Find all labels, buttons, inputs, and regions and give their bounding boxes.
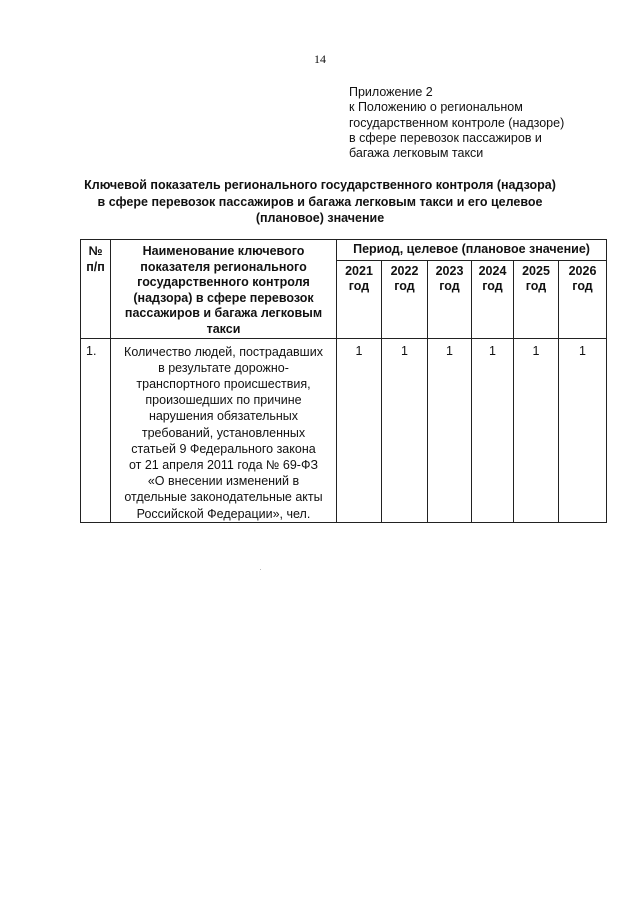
indicator-table: [80, 239, 607, 523]
year-label: 2023: [435, 263, 464, 278]
row-name-line: произошедших по причине: [145, 393, 302, 408]
row-name-line: «О внесении изменений в: [147, 474, 300, 489]
appendix-line: багажа легковым такси: [349, 146, 484, 161]
value-cell-2023: 1: [428, 338, 472, 522]
header-num-line: п/п: [86, 259, 105, 274]
document-title: [40, 177, 600, 227]
table-row: [81, 338, 607, 522]
year-label: 2021: [345, 263, 373, 278]
row-name-cell: [111, 338, 337, 522]
year-cell: [382, 260, 428, 338]
scan-speck: [260, 569, 261, 570]
row-name-line: в результате дорожно-: [158, 360, 289, 375]
year-label: 2025: [522, 263, 550, 278]
header-name-line: государственного контроля: [137, 275, 310, 289]
year-label: 2022: [390, 263, 419, 278]
year-cell: [337, 260, 382, 338]
year-unit: год: [482, 279, 503, 293]
title-line: в сфере перевозок пассажиров и багажа легковым такси и его целевое: [97, 194, 543, 209]
value-cell-2026: 1: [559, 338, 607, 522]
row-name-line: Российской Федерации», чел.: [136, 506, 311, 521]
row-name-line: транспортного происшествия,: [136, 376, 311, 391]
year-cell: [559, 260, 607, 338]
row-name-line: Количество людей, пострадавших: [124, 344, 323, 359]
year-unit: год: [394, 279, 415, 293]
header-period-cell: Период, целевое (плановое значение): [337, 240, 607, 261]
title-line: Ключевой показатель регионального государственного контроля (надзора): [84, 178, 556, 192]
year-unit: год: [439, 279, 460, 293]
title-line: (плановое) значение: [255, 211, 385, 225]
value-cell-2024: 1: [472, 338, 514, 522]
header-name-line: (надзора) в сфере перевозок: [133, 290, 314, 305]
header-name-cell: [111, 240, 337, 339]
row-name-line: отдельные законодательные акты: [124, 490, 323, 505]
appendix-line: в сфере перевозок пассажиров и: [349, 130, 542, 145]
value-cell-2021: 1: [337, 338, 382, 522]
header-name-line: показателя регионального: [140, 259, 307, 274]
header-name-line: Наименование ключевого: [142, 244, 305, 258]
appendix-line: государственном контроле (надзоре): [349, 115, 565, 130]
year-label: 2024: [478, 263, 507, 278]
row-name-line: статьей 9 Федерального закона: [131, 441, 316, 456]
page-number: 14: [314, 52, 326, 66]
row-name-line: нарушения обязательных: [148, 409, 299, 424]
row-name-line: от 21 апреля 2011 года № 69-ФЗ: [128, 457, 319, 472]
header-name-line: пассажиров и багажа легковым: [124, 306, 323, 320]
header-name-line: такси: [206, 321, 241, 336]
year-cell: [514, 260, 559, 338]
appendix-note: [349, 85, 609, 161]
year-label: 2026: [568, 263, 597, 278]
value-cell-2022: 1: [382, 338, 428, 522]
row-num-cell: 1.: [81, 338, 111, 522]
year-unit: год: [572, 279, 593, 293]
year-cell: [472, 260, 514, 338]
year-cell: [428, 260, 472, 338]
value-cell-2025: 1: [514, 338, 559, 522]
table-header-row: [81, 240, 607, 261]
year-unit: год: [525, 279, 547, 293]
header-num-line: №: [88, 244, 103, 258]
year-unit: год: [348, 279, 370, 293]
appendix-line: к Положению о региональном: [349, 100, 523, 115]
row-name-line: требований, установленных: [141, 425, 306, 440]
header-num-cell: [81, 240, 111, 339]
appendix-line: Приложение 2: [349, 85, 433, 99]
